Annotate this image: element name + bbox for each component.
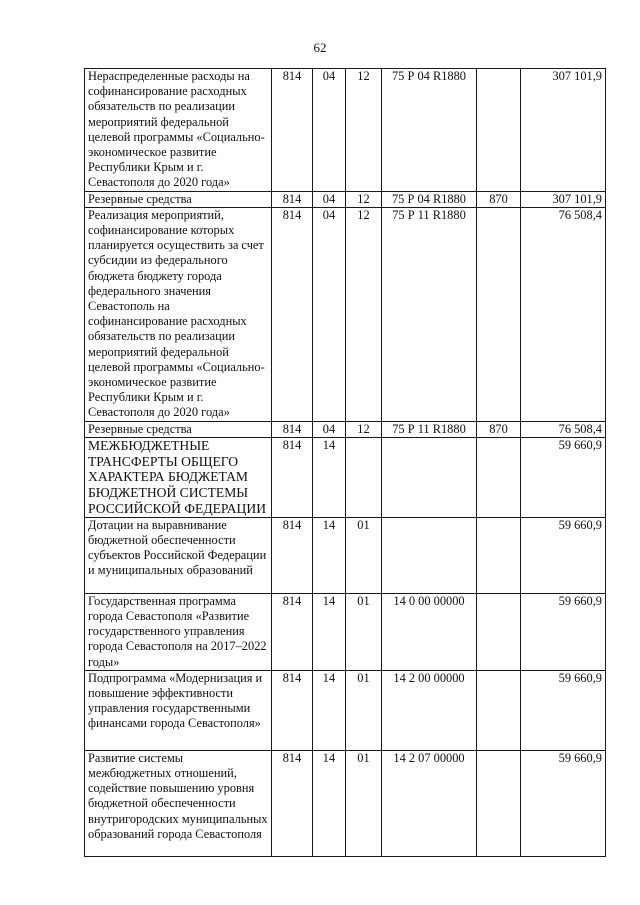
sum-cell: 307 101,9 (521, 191, 606, 207)
sum-cell: 76 508,4 (521, 421, 606, 437)
vr-cell (477, 207, 521, 421)
pr-cell: 12 (346, 207, 382, 421)
row-name-cell: Резервные средства (85, 191, 272, 207)
pr-cell: 12 (346, 421, 382, 437)
row-name-cell: Реализация мероприятий, софинансирование которых планируется осуществить за счет субсидии из федерального бюджета бюджету города федерального значения Севастополь на софинансирование расходных обязательств по реализации мероприятий федеральной целевой программы «Социально-экономическое развитие Республики Крым и г. Севастополя до 2020 года» (85, 207, 272, 421)
table-row (85, 421, 606, 437)
rz-cell: 04 (313, 207, 346, 421)
grbs-cell: 814 (272, 69, 313, 192)
grbs-cell: 814 (272, 421, 313, 437)
rz-cell: 14 (313, 437, 346, 517)
csr-cell: 14 0 00 00000 (382, 593, 477, 670)
rz-cell: 04 (313, 421, 346, 437)
vr-cell: 870 (477, 421, 521, 437)
csr-cell: 75 Р 11 R1880 (382, 421, 477, 437)
grbs-cell: 814 (272, 437, 313, 517)
csr-cell: 75 Р 11 R1880 (382, 207, 477, 421)
row-name-cell: Развитие системы межбюджетных отношений, содействие повышению уровня бюджетной обеспеченности внутригородских муниципальных образований города Севастополя (85, 750, 272, 856)
table-row (85, 207, 606, 421)
vr-cell (477, 670, 521, 750)
table-row (85, 437, 606, 517)
grbs-cell: 814 (272, 191, 313, 207)
grbs-cell: 814 (272, 517, 313, 593)
sum-cell: 59 660,9 (521, 517, 606, 593)
page-number: 62 (313, 40, 327, 55)
rz-cell: 04 (313, 191, 346, 207)
csr-cell (382, 517, 477, 593)
sum-cell: 59 660,9 (521, 437, 606, 517)
grbs-cell: 814 (272, 593, 313, 670)
grbs-cell: 814 (272, 207, 313, 421)
grbs-cell: 814 (272, 750, 313, 856)
rz-cell: 04 (313, 69, 346, 192)
sum-cell: 59 660,9 (521, 670, 606, 750)
csr-cell (382, 437, 477, 517)
csr-cell: 14 2 00 00000 (382, 670, 477, 750)
pr-cell: 01 (346, 670, 382, 750)
pr-cell: 01 (346, 517, 382, 593)
budget-table (84, 68, 606, 857)
rz-cell: 14 (313, 670, 346, 750)
vr-cell: 870 (477, 191, 521, 207)
table-row (85, 69, 606, 192)
sum-cell: 76 508,4 (521, 207, 606, 421)
csr-cell: 75 Р 04 R1880 (382, 69, 477, 192)
sum-cell: 59 660,9 (521, 750, 606, 856)
rz-cell: 14 (313, 750, 346, 856)
grbs-cell: 814 (272, 670, 313, 750)
table-row (85, 750, 606, 856)
rz-cell: 14 (313, 517, 346, 593)
vr-cell (477, 517, 521, 593)
vr-cell (477, 750, 521, 856)
pr-cell: 12 (346, 69, 382, 192)
vr-cell (477, 69, 521, 192)
row-name-cell: Резервные средства (85, 421, 272, 437)
pr-cell (346, 437, 382, 517)
sum-cell: 307 101,9 (521, 69, 606, 192)
rz-cell: 14 (313, 593, 346, 670)
row-name-cell: Подпрограмма «Модернизация и повышение эффективности управления государственными финансами города Севастополя» (85, 670, 272, 750)
table-row (85, 191, 606, 207)
vr-cell (477, 437, 521, 517)
table-row (85, 593, 606, 670)
csr-cell: 14 2 07 00000 (382, 750, 477, 856)
table-row (85, 670, 606, 750)
row-name-cell: Дотации на выравнивание бюджетной обеспеченности субъектов Российской Федерации и муниципальных образований (85, 517, 272, 593)
pr-cell: 12 (346, 191, 382, 207)
pr-cell: 01 (346, 750, 382, 856)
row-name-cell: Государственная программа города Севастополя «Развитие государственного управления города Севастополя на 2017–2022 годы» (85, 593, 272, 670)
table-row (85, 517, 606, 593)
vr-cell (477, 593, 521, 670)
section-heading-cell: МЕЖБЮДЖЕТНЫЕ ТРАНСФЕРТЫ ОБЩЕГО ХАРАКТЕРА БЮДЖЕТАМ БЮДЖЕТНОЙ СИСТЕМЫ РОССИЙСКОЙ ФЕДЕРАЦИИ (85, 437, 272, 517)
row-name-cell: Нераспределенные расходы на софинансирование расходных обязательств по реализации мероприятий федеральной целевой программы «Социально-экономическое развитие Республики Крым и г. Севастополя до 2020 года» (85, 69, 272, 192)
sum-cell: 59 660,9 (521, 593, 606, 670)
pr-cell: 01 (346, 593, 382, 670)
csr-cell: 75 Р 04 R1880 (382, 191, 477, 207)
